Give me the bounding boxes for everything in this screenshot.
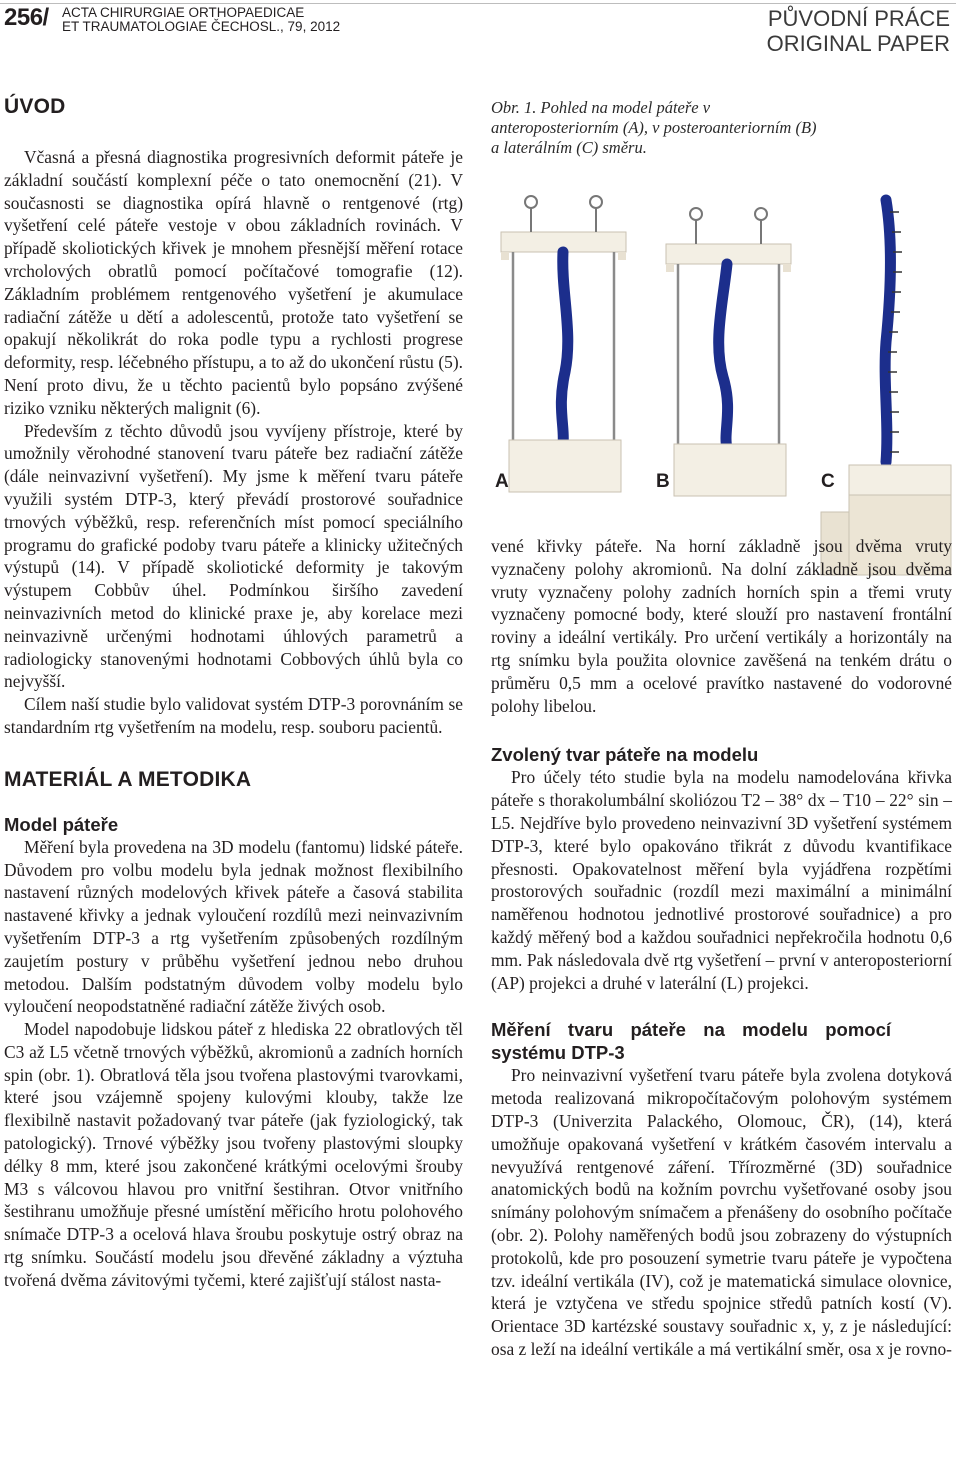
figure-1 (491, 98, 953, 508)
model-c-base-top (849, 465, 951, 495)
model-a-spine (561, 252, 567, 444)
intro-heading: ÚVOD (4, 95, 66, 118)
figure-label-b: B (656, 471, 670, 492)
model-c (821, 200, 951, 575)
left-column (4, 94, 463, 1292)
model-a-bottom-base (509, 440, 621, 492)
model-a-eye-left (525, 196, 537, 208)
model-b-spine (719, 264, 728, 448)
figure-label-c: C (821, 471, 835, 492)
model-b (666, 208, 791, 496)
model-c-spine (885, 200, 890, 462)
intro-paragraph-3: Cílem naší studie bylo validovat systém DTP-3 porovnáním se standardním rtg vyšetřením na modelu, resp. souboru pacientů. (4, 694, 463, 737)
model-heading: Model páteře (4, 813, 119, 835)
spine-model-photo (491, 182, 953, 592)
model-paragraph-2: Model napodobuje lidskou páteř z hlediska 22 obratlových těl C3 až L5 včetně trnových výběžků, akromionů a zadních horních spin (obr. 1). Obratlová těla jsou tvořena plastovými tvarovkami, které jsou vzájemně spojeny kulovými klouby, takže lze flexibilně nastavit požadovaný tvar páteře (jak fyziologický, tak patologický). Trnové výběžky jsou tvořeny plastovými sloupky délky 8 mm, které jsou zakončené krátkými ocelovými šrouby M3 s válcovou hlavou pro vnitřní šestihran. Otvor vnitřního šestihranu umožňuje přesné umístění měřicího hrotu polohového snímače DTP-3 a ocelová hlava šroubu poskytuje ostrý obraz na rtg snímku. Součástí modelu jsou dřevěné základny a výztuha tvořená dvěma závitovými tyčemi, které zajišťují stálost nasta- (4, 1019, 463, 1290)
model-a-top-leg-left (501, 252, 509, 260)
journal-line-2: ET TRAUMATOLOGIAE ČECHOSL., 79, 2012 (62, 19, 341, 34)
section-cz: PŮVODNÍ PRÁCE (767, 6, 950, 31)
model-b-bottom-base (674, 444, 786, 496)
figure-caption: Obr. 1. Pohled na model páteře v anteroposteriorním (A), v posteroanteriorním (B) a laterálním (C) směru. (491, 98, 817, 157)
model-a-top-leg-right (618, 252, 626, 260)
shape-paragraph: Pro účely této studie byla na modelu namodelována křivka páteře s thorakolumbální skoliózou T2 – 38° dx – T10 – 22° sin – L5. Nejdříve bylo provedeno neinvazivní 3D vyšetření systémem DTP-3, které bylo opakováno třikrát z důvodu kvantifikace přesnosti. Opakovatelnost měření byla vyjádřena rozpětími prostorových souřadnic (rozdíl mezi maximální a minimální naměřenou hodnotou jednotlivé prostorové souřadnice) a pro každý měřený bod a každou souřadnici nepřekročila hodnotu 0,6 mm. Pak následovala dvě rtg vyšetření – první v anteroposteriorní (AP) projekci a druhé v laterální (L) projekci. (491, 767, 952, 993)
model-paragraph-1: Měření byla provedena na 3D modelu (fantomu) lidské páteře. Důvodem pro volbu modelu byla jednak možnost flexibilního nastavení různých modelových křivek páteře a časová stabilita nastavené křivky a jednak vyloučení rozdílů mezi neinvazivním vyšetřením DTP-3 a rtg vyšetřením způsobených rozdílným zaujetím postury v průběhu vyšetření jednou nebo druhou metodou. Dalším podstatným důvodem volby modelu bylo vyloučení neopodstatněné radiační zátěže živých osob. (4, 836, 463, 1017)
model-b-eye-left (690, 208, 702, 220)
intro-paragraph-1: Včasná a přesná diagnostika progresivních deformit páteře je základní součástí komplexní péče o tato onemocnění (21). V současnosti se diagnostika opírá hlavně o rentgenové (rtg) vyšetření celé páteře vestoje v obou základních rovinách. V případě skoliotických křivek je mnohem přesnější měření rotace vrcholových obratlů pomocí počítačové tomografie (12). Základním problémem rentgenového vyšetření je akumulace radiační zátěže u dětí a adolescentů, protože tato vyšetření se opakují několikrát do roka podle typu a rychlosti progrese deformity, resp. léčebného přístupu, a to až do ukončení růstu (5). Není proto divu, že u těchto pacientů bylo popsáno zvýšené riziko vzniku některých malignit (6). (4, 147, 463, 418)
dtp-heading: Měření tvaru páteře na modelu pomocí systému DTP-3 (491, 1019, 891, 1064)
section-tag (767, 6, 950, 56)
intro-paragraph-2: Především z těchto důvodů jsou vyvíjeny přístroje, které by umožnily věrohodné stanovení tvaru páteře bez radiační zátěže (dále neinvazivní vyšetření). My jsme k měření tvaru páteře využili systém DTP-3, který převádí prostorové souřadnice trnových výběžků, resp. referenčních míst pomocí speciálního programu do grafické podoby tvaru páteře a klinicky užitečných výstupů (14). V případě skoliotické deformity je takovým výstupem Cobbův úhel. Podmínkou širšího zavedení neinvazivních metod do klinické praxe je, aby korelace mezi neinvazivně určenými hodnotami úhlových parametrů a radiologicky stanovenými hodnotami Cobbových úhlů byla co nejvyšší. (4, 420, 463, 692)
section-en: ORIGINAL PAPER (766, 31, 950, 56)
right-column (491, 535, 952, 1361)
page-header (0, 0, 960, 58)
journal-line-1: ACTA CHIRURGIAE ORTHOPAEDICAE (62, 5, 305, 20)
shape-heading: Zvolený tvar páteře na modelu (491, 744, 759, 766)
page-number: 256/ (4, 4, 49, 31)
model-b-eye-right (755, 208, 767, 220)
journal-title (62, 6, 340, 34)
figure-label-a: A (495, 471, 509, 492)
dtp-paragraph: Pro neinvazivní vyšetření tvaru páteře byla zvolena dotyková metoda realizovaná mikropočítačovým polohovým systémem DTP-3 (Univerzita Palackého, Olomouc, ČR), (14), která umožňuje opakovaná vyšetření v krátkém časovém intervalu a nevyužívá rentgenové záření. Třírozměrné (3D) souřadnice anatomických bodů na kožním povrchu vyšetřované osoby jsou snímány polohovým snímačem a přenášeny do osobního počítače (obr. 2). Polohy naměřených bodů jsou zobrazeny do výstupních protokolů, kde pro posouzení symetrie tvaru páteře je vypočtena tzv. ideální vertikála (IV), což je matematická simulace olovnice, která je vztyčena ve středu spojnice středů patních kostí (V). Orientace 3D kartézské soustavy souřadnic x, y, z je následující: osa z leží na ideální vertikále a má vertikální směr, osa x je rovno- (491, 1065, 952, 1359)
header-rule (0, 3, 956, 4)
methods-heading: MATERIÁL A METODIKA (4, 767, 252, 791)
model-a (501, 196, 626, 492)
model-a-eye-right (590, 196, 602, 208)
model-continued-paragraph: vené křivky páteře. Na horní základně jsou dvěma vruty vyznačeny polohy akromionů. Na dolní základně jsou dvěma vruty vyznačeny polohy zadních horních spin a třemi vruty vyznačeny pomocné body, které slouží pro nastavení frontální roviny a ideální vertikály. Pro určení vertikály a horizontály na rtg snímku byla použita olovnice zavěšená na tenkém drátu o průměru 0,5 mm a ocelové pravítko nastavené do vodorovné polohy libelou. (491, 536, 952, 716)
